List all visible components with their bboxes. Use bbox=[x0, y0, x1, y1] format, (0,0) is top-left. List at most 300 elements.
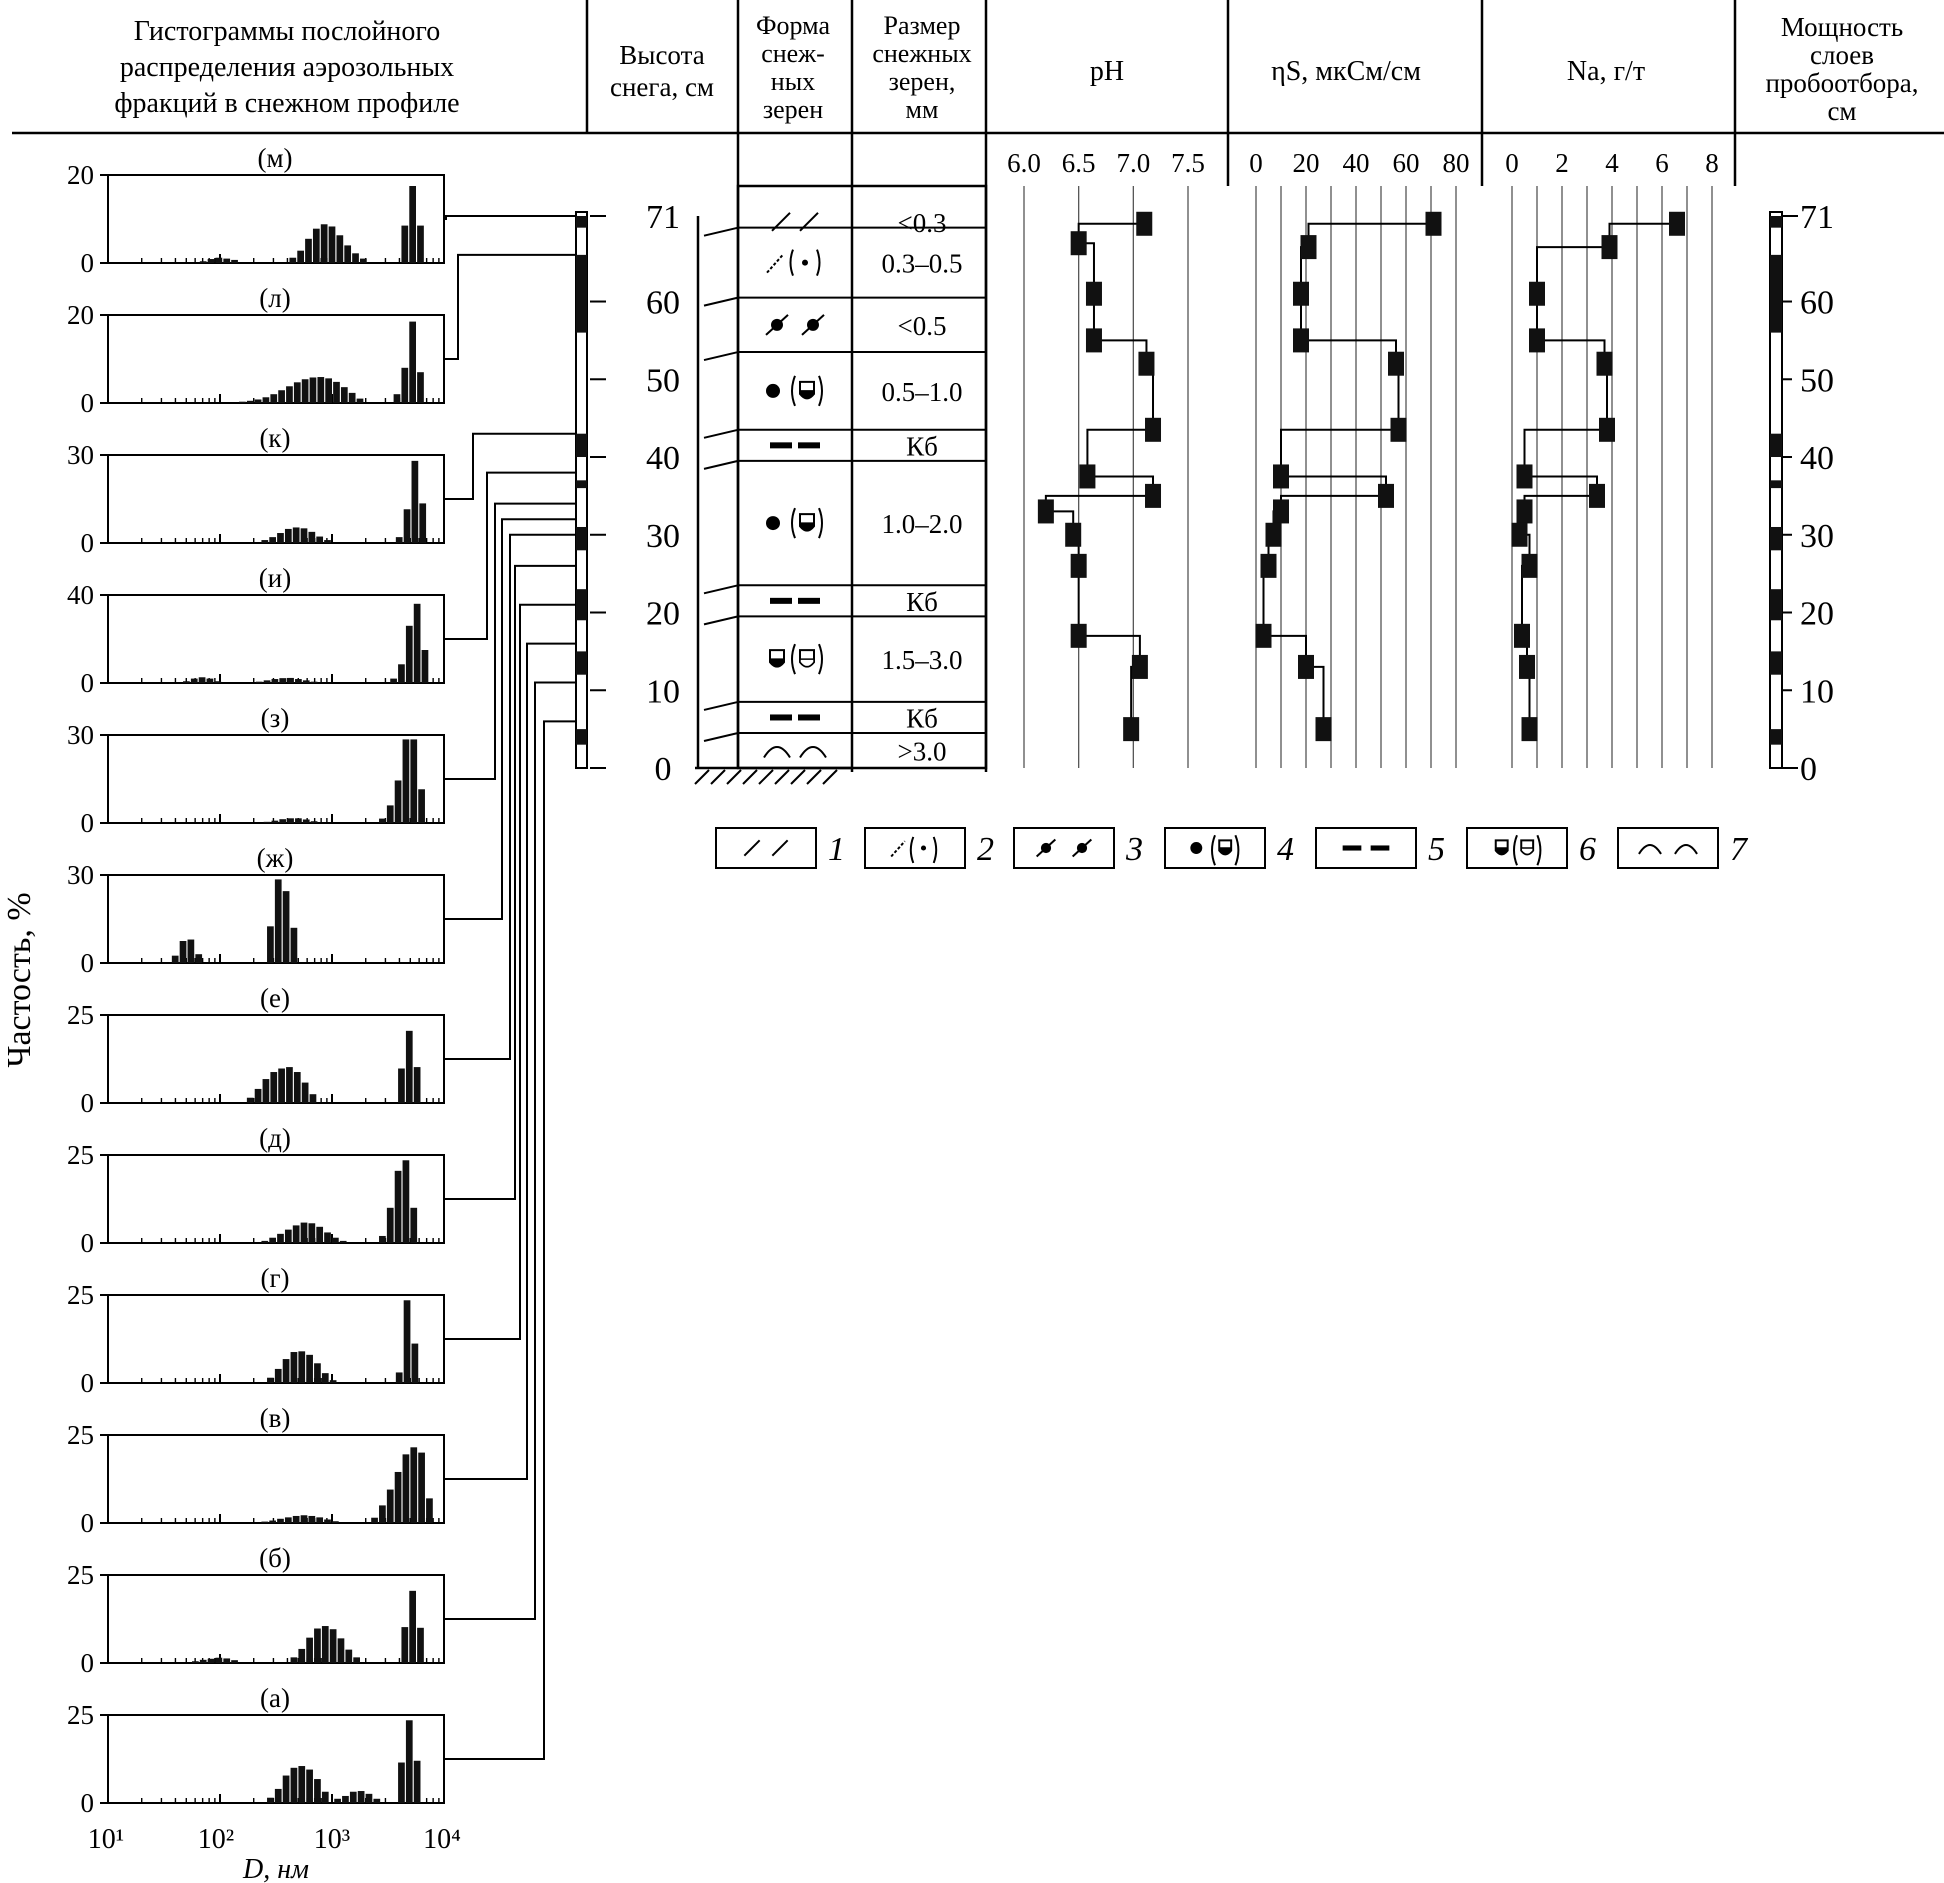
profile-marker bbox=[1065, 523, 1081, 547]
layer-boundary-slant bbox=[704, 585, 738, 593]
hist-ytick-label: 0 bbox=[80, 1368, 94, 1398]
hist-bar bbox=[291, 928, 298, 963]
legend-box bbox=[1467, 828, 1567, 868]
layer-bar-segment bbox=[576, 434, 587, 457]
hist-bar bbox=[371, 1518, 378, 1523]
hist-bar bbox=[308, 1223, 315, 1243]
hist-bar bbox=[275, 1789, 282, 1803]
hist-bar bbox=[195, 954, 202, 963]
height-tick-label: 50 bbox=[646, 362, 680, 400]
hist-bar bbox=[353, 1657, 360, 1663]
legend-box bbox=[1014, 828, 1114, 868]
hist-panel bbox=[67, 143, 444, 278]
hist-bar bbox=[410, 1447, 417, 1523]
profile-xtick-label: 7.5 bbox=[1171, 148, 1205, 178]
hist-bar bbox=[403, 1160, 410, 1243]
hist-bar bbox=[208, 1659, 215, 1663]
hist-bar bbox=[332, 1521, 339, 1523]
hist-bar bbox=[255, 399, 262, 403]
hist-bar bbox=[277, 533, 284, 543]
connector-lines bbox=[444, 216, 576, 1759]
layer-bar-segment bbox=[576, 729, 587, 745]
hist-bar bbox=[314, 1629, 321, 1663]
ground-hatch bbox=[727, 770, 741, 784]
hist-bar bbox=[409, 322, 416, 403]
profile-marker bbox=[1316, 717, 1332, 741]
hist-bar bbox=[301, 528, 308, 543]
hist-bar bbox=[301, 1223, 308, 1243]
hist-bar bbox=[275, 1369, 282, 1383]
hist-header-line-1: Гистограммы послойного bbox=[133, 16, 441, 47]
hist-bar bbox=[358, 1791, 365, 1803]
profile-marker bbox=[1298, 655, 1314, 679]
legend-number: 7 bbox=[1730, 831, 1747, 868]
hist-bar bbox=[272, 679, 279, 683]
grain-size-label: Кб bbox=[906, 586, 938, 617]
hist-bar bbox=[366, 1794, 373, 1803]
form-header-line-2: снеж- bbox=[761, 39, 825, 68]
height-tick-label: 60 bbox=[646, 284, 680, 322]
legend-number: 2 bbox=[977, 831, 994, 868]
profile-marker bbox=[1589, 484, 1605, 508]
profile-xtick-label: 8 bbox=[1705, 148, 1719, 178]
na-header: Na, г/т bbox=[1566, 56, 1646, 87]
form-header-line-1: Форма bbox=[756, 11, 830, 40]
layer-boundary-slant bbox=[704, 733, 738, 741]
hist-bar bbox=[395, 1171, 402, 1243]
thickness-header-line-4: см bbox=[1827, 96, 1857, 126]
hist-bar bbox=[295, 679, 302, 683]
form-symbol-cup-fill bbox=[1496, 848, 1508, 854]
form-symbol-dash bbox=[770, 598, 792, 604]
profile-chart bbox=[1007, 148, 1205, 768]
profile-marker bbox=[1071, 624, 1087, 648]
hist-bar bbox=[330, 1380, 337, 1383]
profile-marker bbox=[1293, 328, 1309, 352]
hist-bar bbox=[277, 1234, 284, 1243]
hist-bar bbox=[267, 926, 274, 963]
profile-marker bbox=[1522, 717, 1538, 741]
hist-bar bbox=[417, 1628, 424, 1663]
hist-ytick-label: 30 bbox=[67, 720, 94, 750]
form-header-line-3: ных bbox=[770, 67, 816, 96]
hist-bar bbox=[247, 401, 254, 403]
hist-bar bbox=[263, 397, 270, 403]
hist-panel bbox=[67, 1123, 444, 1258]
hist-bar bbox=[340, 1241, 347, 1243]
hist-bar bbox=[269, 1521, 276, 1523]
hist-bar bbox=[216, 258, 223, 263]
profile-xtick-label: 4 bbox=[1605, 148, 1619, 178]
hist-bar bbox=[332, 1238, 339, 1243]
hist-bar bbox=[295, 818, 302, 823]
hist-ytick-label: 0 bbox=[80, 1788, 94, 1818]
hist-bar bbox=[275, 879, 282, 963]
hist-bar bbox=[409, 186, 416, 263]
profile-marker bbox=[1266, 523, 1282, 547]
profile-marker bbox=[1517, 464, 1533, 488]
hist-panel bbox=[67, 283, 444, 418]
hist-bar bbox=[314, 1779, 321, 1803]
hist-bar bbox=[308, 1516, 315, 1523]
connector-line bbox=[444, 255, 576, 359]
hist-bar bbox=[283, 891, 290, 963]
profile-marker bbox=[1529, 282, 1545, 306]
eta-header: ηS, мкСм/см bbox=[1271, 56, 1421, 87]
grain-size-label: <0.5 bbox=[897, 310, 947, 341]
column-separators bbox=[587, 0, 1735, 772]
grain-size-label: Кб bbox=[906, 431, 938, 462]
profile-marker bbox=[1599, 418, 1615, 442]
profile-xtick-label: 60 bbox=[1392, 148, 1420, 178]
hist-bar bbox=[279, 819, 286, 823]
hist-bar bbox=[398, 1069, 405, 1103]
layer-boundary-slant bbox=[704, 352, 738, 360]
hist-panel bbox=[67, 843, 444, 978]
ph-header: pH bbox=[1089, 56, 1125, 87]
hist-bar bbox=[283, 1776, 290, 1803]
layer-bar-segment bbox=[1770, 589, 1782, 620]
layer-bar-segment bbox=[576, 527, 587, 550]
hist-bar bbox=[403, 1454, 410, 1523]
layer-bar-segment bbox=[1770, 480, 1782, 488]
hist-ytick-label: 25 bbox=[67, 1560, 94, 1590]
profile-marker bbox=[1123, 717, 1139, 741]
form-symbol-dot bbox=[766, 384, 780, 398]
hist-bar bbox=[350, 1792, 357, 1803]
legend-box bbox=[865, 828, 965, 868]
hist-bar bbox=[180, 941, 187, 963]
hist-panel-label: (б) bbox=[259, 1543, 291, 1573]
profile-marker bbox=[1512, 523, 1528, 547]
layer-boundary-slant bbox=[704, 461, 738, 469]
legend-number: 4 bbox=[1277, 831, 1294, 868]
hist-bar bbox=[422, 650, 429, 683]
layer-bar-segment bbox=[576, 255, 587, 333]
hist-bar bbox=[406, 626, 413, 683]
profile-xtick-label: 6.0 bbox=[1007, 148, 1041, 178]
hist-bar bbox=[289, 258, 296, 263]
hist-bar bbox=[410, 1208, 417, 1243]
profile-marker bbox=[1038, 499, 1054, 523]
hist-bar bbox=[403, 739, 410, 823]
profile-marker bbox=[1529, 328, 1545, 352]
hist-bar bbox=[414, 604, 421, 683]
hist-bar bbox=[207, 679, 214, 683]
layer-bar-segment bbox=[1770, 255, 1782, 333]
hist-bar bbox=[316, 1517, 323, 1523]
hist-bar bbox=[418, 1453, 425, 1523]
hist-bar bbox=[401, 368, 408, 403]
hist-bar bbox=[373, 1799, 380, 1803]
hist-bar bbox=[192, 1661, 199, 1663]
hist-bar bbox=[360, 259, 367, 263]
hist-panel-label: (д) bbox=[259, 1123, 291, 1153]
hist-ytick-label: 40 bbox=[67, 580, 94, 610]
hist-ytick-label: 25 bbox=[67, 1420, 94, 1450]
thickness-header-line-1: Мощность bbox=[1780, 12, 1904, 42]
hist-panel bbox=[67, 1543, 444, 1678]
hist-bar bbox=[338, 1638, 345, 1663]
layer-bar-segment bbox=[576, 480, 587, 488]
hist-bar bbox=[398, 1763, 405, 1803]
profile-marker bbox=[1517, 499, 1533, 523]
hist-bar bbox=[333, 382, 340, 403]
legend-box bbox=[1618, 828, 1718, 868]
layer-bar-segment bbox=[576, 651, 587, 674]
ground-hatch bbox=[823, 770, 837, 784]
hist-bar bbox=[412, 1344, 419, 1383]
profile-chart bbox=[1505, 148, 1719, 768]
hist-bar bbox=[325, 378, 332, 403]
profile-marker bbox=[1261, 554, 1277, 578]
hist-bar bbox=[426, 1498, 433, 1523]
histogram-panels bbox=[67, 143, 444, 1818]
hist-bar bbox=[294, 382, 301, 403]
profile-xtick-label: 7.0 bbox=[1116, 148, 1151, 178]
profile-marker bbox=[1273, 499, 1289, 523]
ground-hatch bbox=[759, 770, 773, 784]
hist-bar bbox=[344, 245, 351, 263]
hist-ytick-label: 0 bbox=[80, 1228, 94, 1258]
hist-bar bbox=[322, 1373, 329, 1383]
hist-bar bbox=[298, 1766, 305, 1803]
hist-bar bbox=[394, 394, 401, 403]
profile-marker bbox=[1522, 554, 1538, 578]
hist-bar bbox=[322, 1792, 329, 1803]
hist-bar bbox=[311, 821, 318, 823]
hist-panel-label: (з) bbox=[260, 703, 290, 733]
thickness-header-line-3: пробоотбора, bbox=[1765, 68, 1919, 98]
hist-bar bbox=[406, 1031, 413, 1103]
hist-bar bbox=[414, 1761, 421, 1803]
hist-bar bbox=[316, 537, 323, 543]
hist-bar bbox=[396, 537, 403, 543]
profile-marker bbox=[1138, 352, 1154, 376]
hist-bar bbox=[419, 503, 426, 543]
hist-bar bbox=[286, 1067, 293, 1103]
profile-marker bbox=[1086, 282, 1102, 306]
hist-bar bbox=[306, 1770, 313, 1803]
hist-panel bbox=[67, 983, 444, 1118]
form-symbol-slash bbox=[802, 315, 824, 335]
hist-xlabel: D, нм bbox=[243, 1854, 309, 1883]
profile-xtick-label: 0 bbox=[1505, 148, 1519, 178]
form-symbol-dot bbox=[1190, 842, 1202, 854]
legend-number: 3 bbox=[1126, 831, 1143, 868]
hist-bar bbox=[324, 1519, 331, 1523]
hist-bar bbox=[208, 259, 215, 263]
hist-bar bbox=[278, 1069, 285, 1103]
grain-size-label: Кб bbox=[906, 703, 938, 734]
hist-bar bbox=[285, 1517, 292, 1523]
hist-bar bbox=[303, 819, 310, 823]
hist-bar bbox=[301, 1515, 308, 1523]
hist-bar bbox=[406, 1720, 413, 1803]
hist-bar bbox=[261, 1522, 268, 1523]
size-header-line-1: Размер bbox=[883, 11, 961, 40]
ground-hatch bbox=[791, 770, 805, 784]
profile-marker bbox=[1145, 418, 1161, 442]
layer-bar-segment bbox=[1770, 729, 1782, 745]
form-symbol-dash bbox=[798, 442, 820, 448]
hist-bar bbox=[379, 819, 386, 823]
hist-bar bbox=[294, 1072, 301, 1103]
connector-line bbox=[444, 535, 576, 1059]
grain-size-label: 1.0–2.0 bbox=[881, 509, 963, 540]
profile-xtick-label: 20 bbox=[1292, 148, 1320, 178]
hist-bar bbox=[183, 681, 190, 683]
hist-ytick-label: 0 bbox=[80, 808, 94, 838]
ground-hatch bbox=[775, 770, 789, 784]
hist-bar bbox=[302, 379, 309, 403]
hist-bar bbox=[293, 527, 300, 543]
hist-bar bbox=[314, 1363, 321, 1383]
legend-box bbox=[1316, 828, 1416, 868]
connector-line bbox=[444, 216, 576, 219]
legend-box bbox=[716, 828, 816, 868]
profile-xtick-label: 6.5 bbox=[1061, 148, 1096, 178]
hist-bar bbox=[395, 780, 402, 823]
size-header-line-3: зерен, bbox=[888, 67, 956, 96]
thickness-tick-label: 0 bbox=[1800, 751, 1817, 788]
height-tick-label: 0 bbox=[654, 751, 672, 788]
height-tick-label: 10 bbox=[646, 673, 680, 711]
hist-bar bbox=[277, 1519, 284, 1523]
hist-bar bbox=[387, 1490, 394, 1523]
hist-bar bbox=[334, 1799, 341, 1803]
hist-bar bbox=[324, 540, 331, 543]
hist-bar bbox=[231, 260, 238, 263]
hist-ytick-label: 25 bbox=[67, 1000, 94, 1030]
form-header-line-4: зерен bbox=[762, 95, 824, 124]
hist-bar bbox=[414, 1067, 421, 1103]
hist-bar bbox=[387, 1208, 394, 1243]
hist-xtick-label: 10³ bbox=[313, 1824, 351, 1855]
hist-ytick-label: 0 bbox=[80, 528, 94, 558]
hist-frame bbox=[108, 315, 444, 403]
hist-bar bbox=[345, 1650, 352, 1663]
hist-frame bbox=[108, 595, 444, 683]
form-symbol-slash bbox=[766, 315, 788, 335]
hist-ytick-label: 25 bbox=[67, 1280, 94, 1310]
form-symbol-cup-fill bbox=[1219, 848, 1231, 854]
hist-bar bbox=[357, 399, 364, 403]
hist-bar bbox=[321, 224, 328, 263]
hist-panel-label: (ж) bbox=[256, 843, 294, 873]
layer-bar-segment bbox=[1770, 434, 1782, 457]
form-symbol-arc bbox=[764, 747, 790, 758]
form-symbol-dash bbox=[1343, 845, 1362, 850]
hist-panel bbox=[67, 1403, 444, 1538]
hist-bar bbox=[261, 1241, 268, 1243]
profile-marker bbox=[1273, 464, 1289, 488]
thickness-column bbox=[1770, 199, 1834, 788]
height-column bbox=[590, 199, 698, 788]
profile-marker bbox=[1391, 418, 1407, 442]
hist-bar bbox=[401, 226, 408, 263]
thickness-header-line-2: слоев bbox=[1809, 40, 1875, 70]
hist-bar bbox=[200, 1660, 207, 1663]
hist-bar bbox=[404, 509, 411, 543]
hist-bar bbox=[330, 1629, 337, 1663]
profile-xtick-label: 2 bbox=[1555, 148, 1569, 178]
hist-panel-label: (е) bbox=[260, 983, 290, 1013]
profile-marker bbox=[1378, 484, 1394, 508]
thickness-tick-label: 60 bbox=[1800, 284, 1834, 322]
hist-ylabel: Частость, % bbox=[1, 892, 38, 1068]
legend-number: 6 bbox=[1579, 831, 1596, 868]
form-symbol-arc bbox=[800, 747, 826, 758]
profile-marker bbox=[1079, 464, 1095, 488]
form-symbol-slash bbox=[767, 255, 783, 273]
header bbox=[12, 11, 1944, 133]
grain-size-label: 0.5–1.0 bbox=[881, 376, 963, 407]
hist-bar bbox=[264, 680, 271, 683]
legend-number: 1 bbox=[828, 831, 845, 868]
height-tick-label: 30 bbox=[646, 517, 680, 555]
hist-ytick-label: 0 bbox=[80, 668, 94, 698]
hist-bar bbox=[342, 1796, 349, 1803]
hist-bar bbox=[322, 1626, 329, 1663]
hist-panel bbox=[67, 423, 444, 558]
profile-xtick-label: 0 bbox=[1249, 148, 1263, 178]
hist-bar bbox=[311, 682, 318, 683]
form-symbol-dot bbox=[766, 516, 780, 530]
height-header-line-1: Высота bbox=[619, 40, 705, 70]
profile-xtick-label: 6 bbox=[1655, 148, 1669, 178]
profile-marker bbox=[1136, 212, 1152, 236]
hist-bar bbox=[297, 251, 304, 263]
hist-bar bbox=[287, 678, 294, 683]
profile-chart bbox=[1249, 148, 1469, 768]
hist-bar bbox=[188, 940, 195, 963]
hist-header-line-2: распределения аэрозольных bbox=[119, 52, 455, 83]
profile-xtick-label: 80 bbox=[1442, 148, 1470, 178]
grain-size-label: 1.5–3.0 bbox=[881, 645, 963, 676]
hist-bar bbox=[401, 1627, 408, 1663]
hist-panel-label: (к) bbox=[259, 423, 291, 453]
hist-bar bbox=[191, 679, 198, 683]
hist-bar bbox=[247, 1098, 254, 1103]
grain-size-label: 0.3–0.5 bbox=[881, 248, 963, 279]
hist-bar bbox=[305, 239, 312, 263]
size-header-line-4: мм bbox=[905, 95, 939, 124]
hist-bar bbox=[256, 682, 263, 683]
hist-bar bbox=[310, 1094, 317, 1103]
thickness-tick-label: 10 bbox=[1800, 673, 1834, 711]
hist-bar bbox=[306, 1355, 313, 1383]
layer-bar-segment bbox=[576, 216, 587, 228]
profile-xtick-label: 40 bbox=[1342, 148, 1370, 178]
profile-marker bbox=[1301, 235, 1317, 259]
hist-bar bbox=[272, 821, 279, 823]
grain-size-column bbox=[704, 186, 986, 767]
hist-bar bbox=[310, 377, 317, 403]
hist-bar bbox=[409, 1591, 416, 1663]
profile-marker bbox=[1145, 484, 1161, 508]
hist-bar bbox=[285, 529, 292, 543]
thickness-tick-label: 40 bbox=[1800, 440, 1834, 478]
layer-bar-segment bbox=[1770, 527, 1782, 550]
sample-layer-bar bbox=[576, 212, 587, 768]
hist-bar bbox=[270, 1072, 277, 1103]
hist-panel-label: (г) bbox=[260, 1263, 290, 1293]
hist-panel-label: (в) bbox=[259, 1403, 291, 1433]
profile-marker bbox=[1086, 328, 1102, 352]
profile-marker bbox=[1388, 352, 1404, 376]
hist-bar bbox=[302, 1083, 309, 1103]
